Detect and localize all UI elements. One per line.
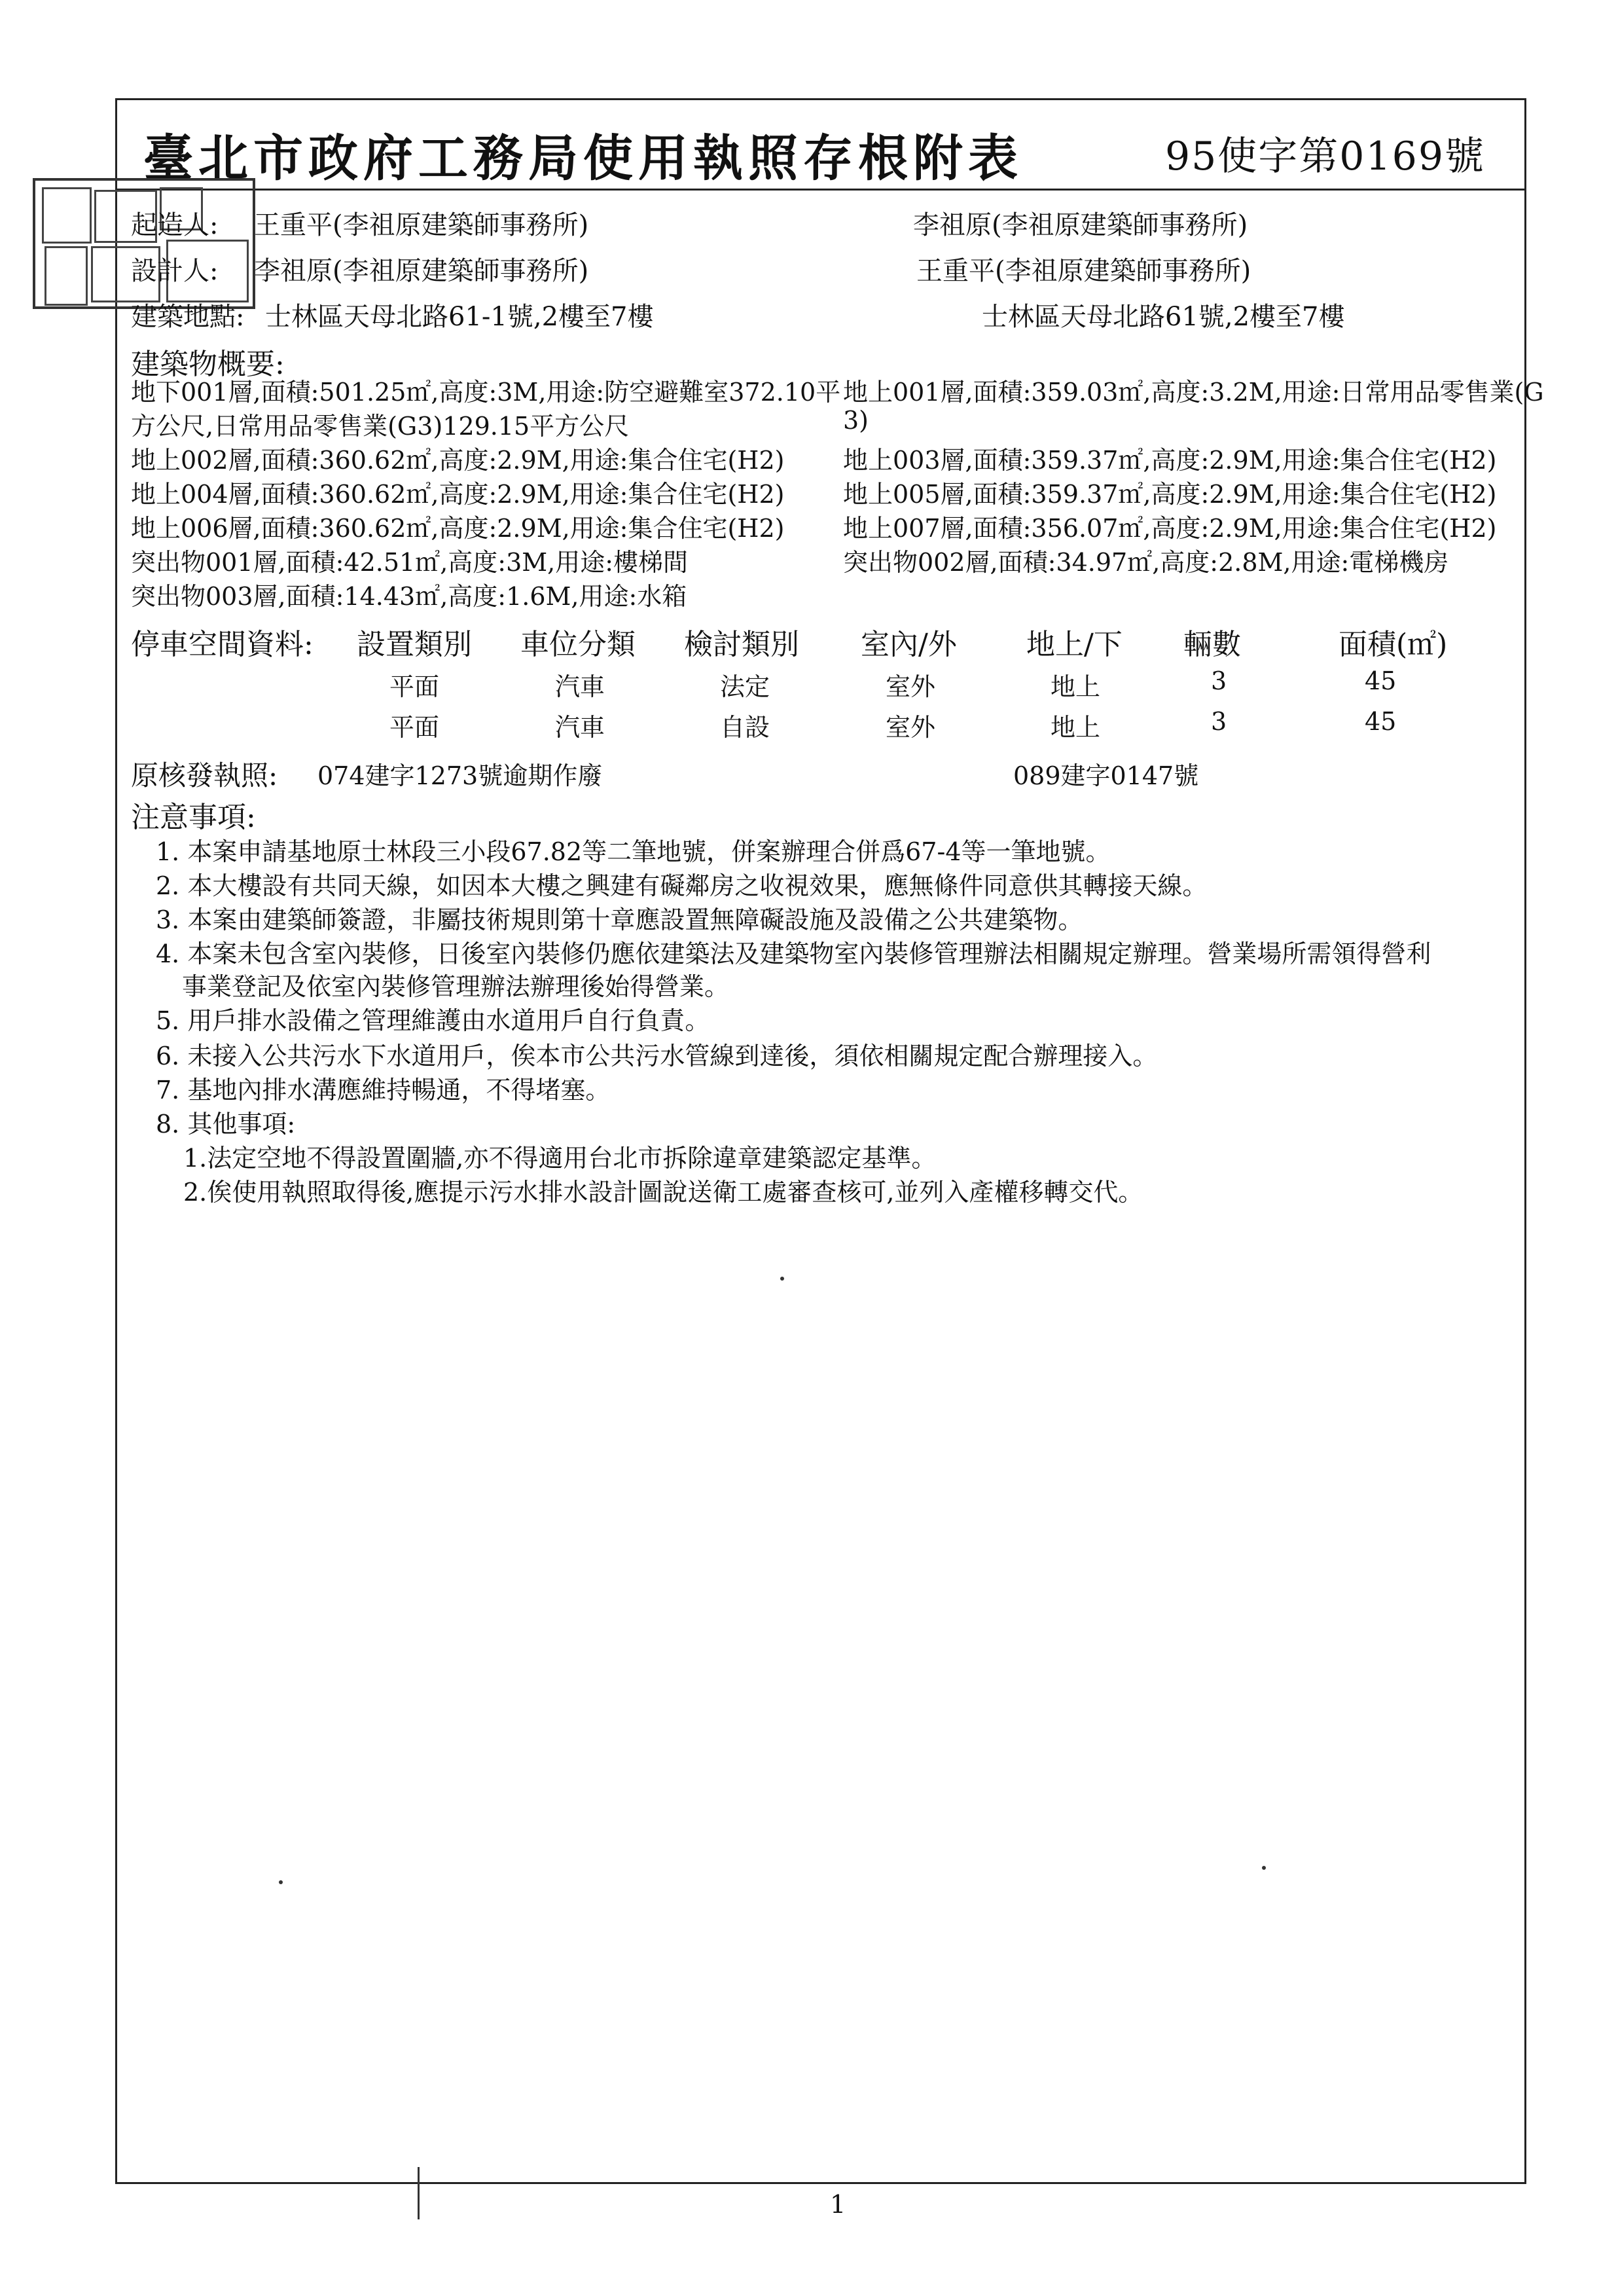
document-title: 臺北市政府工務局使用執照存根附表 (143, 129, 1023, 187)
parking-header: 室內/外 (861, 628, 957, 661)
original-permit-right: 089建字0147號 (1013, 761, 1199, 790)
note-item: 7. 基地內排水溝應維持暢通，不得堵塞。 (156, 1076, 611, 1104)
original-permit-left: 074建字1273號逾期作廢 (317, 761, 603, 790)
parking-cell: 法定 (720, 672, 770, 701)
parking-cell: 45 (1365, 666, 1397, 695)
parking-cell: 室外 (886, 672, 936, 701)
site-right: 士林區天母北路61號,2樓至7樓 (982, 302, 1345, 332)
overview-label: 建築物概要: (131, 348, 285, 381)
parking-header: 檢討類別 (684, 628, 799, 661)
parking-header: 地上/下 (1026, 628, 1123, 661)
parking-cell: 3 (1211, 707, 1227, 736)
overview-right-line: 地上003層,面積:359.37㎡,高度:2.9M,用途:集合住宅(H2) (843, 446, 1497, 475)
parking-label: 停車空間資料: (131, 628, 314, 661)
overview-left-line: 地上002層,面積:360.62㎡,高度:2.9M,用途:集合住宅(H2) (131, 446, 785, 475)
parking-header: 面積(㎡) (1339, 628, 1448, 661)
note-item: 3. 本案由建築師簽證，非屬技術規則第十章應設置無障礙設施及設備之公共建築物。 (156, 905, 1083, 934)
note-sub-item: 1.法定空地不得設置圍牆,亦不得適用台北市拆除違章建築認定基準。 (183, 1144, 937, 1173)
note-item: 5. 用戶排水設備之管理維護由水道用戶自行負責。 (156, 1006, 710, 1035)
applicant-right: 李祖原(李祖原建築師事務所) (913, 210, 1248, 240)
note-item: 8. 其他事項: (156, 1110, 296, 1139)
note-item: 4. 本案未包含室內裝修，日後室內裝修仍應依建築法及建築物室內裝修管理辦法相關規定辦理。營業場所需領得營利 (156, 939, 1431, 968)
parking-cell: 3 (1211, 666, 1227, 695)
overview-right-line: 地上001層,面積:359.03㎡,高度:3.2M,用途:日常用品零售業(G (843, 378, 1544, 407)
parking-header: 車位分類 (520, 628, 636, 661)
parking-cell: 地上 (1051, 713, 1101, 742)
parking-cell: 汽車 (555, 713, 605, 742)
parking-cell: 汽車 (555, 672, 605, 701)
note-item-continued: 事業登記及依室內裝修管理辦法辦理後始得營業。 (182, 972, 730, 1001)
overview-left-line: 突出物001層,面積:42.51㎡,高度:3M,用途:樓梯間 (131, 548, 689, 577)
overview-right-line: 突出物002層,面積:34.97㎡,高度:2.8M,用途:電梯機房 (843, 548, 1449, 577)
overview-left-line: 方公尺,日常用品零售業(G3)129.15平方公尺 (131, 412, 630, 441)
parking-header: 輛數 (1183, 628, 1241, 661)
note-sub-item: 2.俟使用執照取得後,應提示污水排水設計圖說送衛工處審查核可,並列入產權移轉交代。 (183, 1178, 1143, 1207)
note-item: 2. 本大樓設有共同天線，如因本大樓之興建有礙鄰房之收視效果，應無條件同意供其轉接天線。 (156, 871, 1208, 900)
scan-mark (418, 2167, 420, 2219)
applicant-left: 王重平(李祖原建築師事務所) (254, 210, 589, 240)
note-item: 1. 本案申請基地原士林段三小段67.82等二筆地號，併案辦理合併爲67-4等一筆地號。 (156, 837, 1111, 866)
notes-label: 注意事項: (131, 801, 256, 834)
note-item: 6. 未接入公共污水下水道用戶，俟本市公共污水管線到達後，須依相關規定配合辦理接入。 (156, 1042, 1158, 1070)
parking-cell: 地上 (1051, 672, 1101, 701)
parking-cell: 平面 (389, 713, 440, 742)
page-number: 1 (830, 2190, 846, 2219)
overview-left-line: 突出物003層,面積:14.43㎡,高度:1.6M,用途:水箱 (131, 582, 687, 611)
parking-cell: 自設 (720, 713, 770, 742)
overview-right-line: 地上007層,面積:356.07㎡,高度:2.9M,用途:集合住宅(H2) (843, 514, 1497, 543)
permit-number: 95使字第0169號 (1164, 134, 1485, 179)
applicant-label: 起造人: (131, 210, 219, 240)
designer-label: 設計人: (131, 256, 219, 286)
designer-left: 李祖原(李祖原建築師事務所) (254, 256, 589, 286)
original-permit-label: 原核發執照: (131, 759, 278, 792)
overview-left-line: 地下001層,面積:501.25㎡,高度:3M,用途:防空避難室372.10平 (131, 378, 841, 407)
site-label: 建築地點: (131, 302, 245, 332)
document-header (117, 100, 1524, 191)
overview-right-line: 3) (843, 406, 869, 435)
site-left: 士林區天母北路61-1號,2樓至7樓 (265, 302, 654, 332)
overview-left-line: 地上004層,面積:360.62㎡,高度:2.9M,用途:集合住宅(H2) (131, 480, 785, 509)
parking-cell: 45 (1365, 707, 1397, 736)
seal-stamp (33, 178, 255, 309)
parking-cell: 室外 (886, 713, 936, 742)
overview-right-line: 地上005層,面積:359.37㎡,高度:2.9M,用途:集合住宅(H2) (843, 480, 1497, 509)
parking-cell: 平面 (389, 672, 440, 701)
designer-right: 王重平(李祖原建築師事務所) (916, 256, 1251, 286)
overview-left-line: 地上006層,面積:360.62㎡,高度:2.9M,用途:集合住宅(H2) (131, 514, 785, 543)
parking-header: 設置類別 (357, 628, 472, 661)
